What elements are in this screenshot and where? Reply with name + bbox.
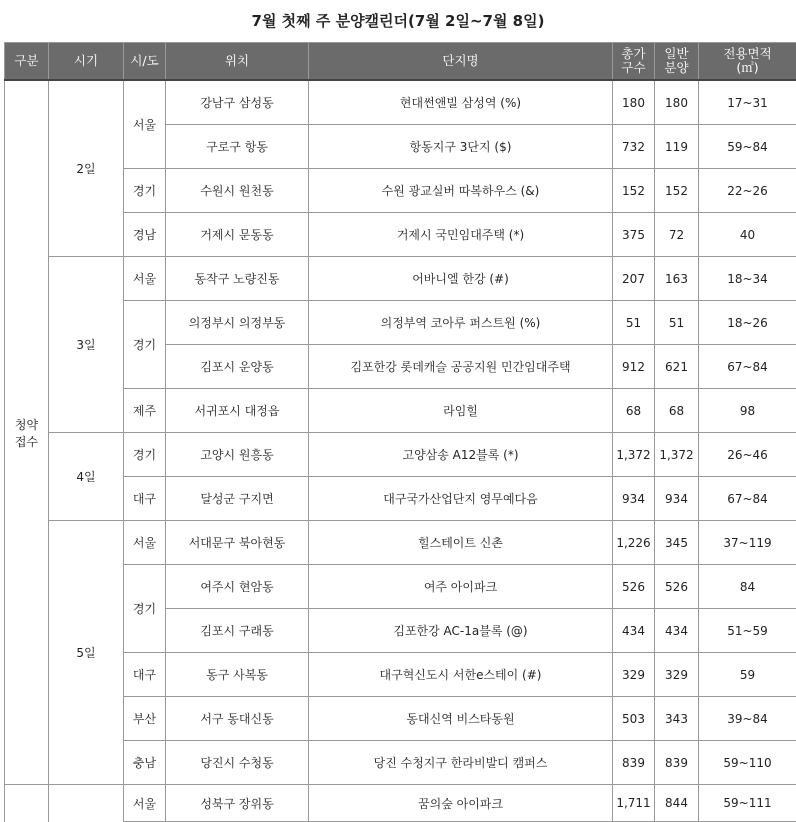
total-cell: 912 — [613, 345, 655, 389]
complex-cell: 대구국가산업단지 영무예다음 — [309, 477, 613, 521]
general-cell: 163 — [655, 257, 699, 301]
table-row — [5, 301, 796, 345]
table-row — [5, 213, 796, 257]
total-cell: 839 — [613, 741, 655, 785]
col-header-area: 전용면적 (㎡) — [699, 43, 796, 81]
complex-cell: 고양삼송 A12블록 (*) — [309, 433, 613, 477]
general-cell: 72 — [655, 213, 699, 257]
total-cell: 51 — [613, 301, 655, 345]
area-cell: 18~26 — [699, 301, 796, 345]
location-cell: 동작구 노량진동 — [166, 257, 309, 301]
table-row — [5, 257, 796, 301]
region-cell: 충남 — [124, 741, 166, 785]
general-cell: 526 — [655, 565, 699, 609]
general-cell: 844 — [655, 785, 699, 822]
general-cell: 1,372 — [655, 433, 699, 477]
region-cell: 경남 — [124, 213, 166, 257]
total-cell: 526 — [613, 565, 655, 609]
general-cell: 621 — [655, 345, 699, 389]
area-cell: 39~84 — [699, 697, 796, 741]
general-cell: 68 — [655, 389, 699, 433]
region-cell: 서울 — [124, 785, 166, 822]
table-row — [5, 565, 796, 609]
location-cell: 강남구 삼성동 — [166, 80, 309, 125]
day-cell — [49, 785, 124, 822]
area-cell: 98 — [699, 389, 796, 433]
total-cell: 434 — [613, 609, 655, 653]
col-header-sigi: 시기 — [49, 43, 124, 81]
general-cell: 51 — [655, 301, 699, 345]
table-row — [5, 433, 796, 477]
general-cell: 180 — [655, 80, 699, 125]
total-cell: 152 — [613, 169, 655, 213]
complex-cell: 라임힐 — [309, 389, 613, 433]
day-cell: 5일 — [49, 521, 124, 785]
day-cell: 4일 — [49, 433, 124, 521]
location-cell: 의정부시 의정부동 — [166, 301, 309, 345]
complex-cell: 꿈의숲 아이파크 — [309, 785, 613, 822]
area-cell: 59~111 — [699, 785, 796, 822]
general-cell: 434 — [655, 609, 699, 653]
area-cell: 40 — [699, 213, 796, 257]
total-cell: 180 — [613, 80, 655, 125]
location-cell: 달성군 구지면 — [166, 477, 309, 521]
complex-cell: 당진 수청지구 한라비발디 캠퍼스 — [309, 741, 613, 785]
location-cell: 고양시 원흥동 — [166, 433, 309, 477]
area-cell: 51~59 — [699, 609, 796, 653]
location-cell: 서대문구 북아현동 — [166, 521, 309, 565]
table-row — [5, 653, 796, 697]
general-cell: 934 — [655, 477, 699, 521]
area-cell: 18~34 — [699, 257, 796, 301]
general-cell: 329 — [655, 653, 699, 697]
table-row — [5, 785, 796, 822]
table-row — [5, 741, 796, 785]
table-row — [5, 697, 796, 741]
region-cell: 대구 — [124, 477, 166, 521]
general-cell: 119 — [655, 125, 699, 169]
location-cell: 김포시 구래동 — [166, 609, 309, 653]
location-cell: 거제시 문동동 — [166, 213, 309, 257]
region-cell: 경기 — [124, 565, 166, 653]
table-row — [5, 477, 796, 521]
complex-cell: 의정부역 코아루 퍼스트원 (%) — [309, 301, 613, 345]
page-title: 7월 첫째 주 분양캘린더(7월 2일~7월 8일) — [0, 10, 796, 31]
day-cell: 2일 — [49, 80, 124, 257]
general-cell: 152 — [655, 169, 699, 213]
location-cell: 구로구 항동 — [166, 125, 309, 169]
day-cell: 3일 — [49, 257, 124, 433]
total-cell: 1,226 — [613, 521, 655, 565]
table-row — [5, 80, 796, 125]
area-cell: 26~46 — [699, 433, 796, 477]
general-cell: 343 — [655, 697, 699, 741]
area-cell: 59~84 — [699, 125, 796, 169]
total-cell: 329 — [613, 653, 655, 697]
general-cell: 345 — [655, 521, 699, 565]
col-header-location: 위치 — [166, 43, 309, 81]
gubun-cell: 청약 접수 — [5, 80, 49, 785]
table-row — [5, 169, 796, 213]
complex-cell: 동대신역 비스타동원 — [309, 697, 613, 741]
region-cell: 제주 — [124, 389, 166, 433]
col-header-complex: 단지명 — [309, 43, 613, 81]
col-header-sido: 시/도 — [124, 43, 166, 81]
col-header-general: 일반 분양 — [655, 43, 699, 81]
complex-cell: 현대썬앤빌 삼성역 (%) — [309, 80, 613, 125]
location-cell: 김포시 운양동 — [166, 345, 309, 389]
gubun-cell — [5, 785, 49, 822]
region-cell: 대구 — [124, 653, 166, 697]
total-cell: 68 — [613, 389, 655, 433]
region-cell: 경기 — [124, 301, 166, 389]
table-row — [5, 521, 796, 565]
total-cell: 934 — [613, 477, 655, 521]
location-cell: 성북구 장위동 — [166, 785, 309, 822]
total-cell: 503 — [613, 697, 655, 741]
region-cell: 서울 — [124, 80, 166, 169]
location-cell: 당진시 수청동 — [166, 741, 309, 785]
area-cell: 84 — [699, 565, 796, 609]
location-cell: 수원시 원천동 — [166, 169, 309, 213]
col-header-total: 총가 구수 — [613, 43, 655, 81]
region-cell: 서울 — [124, 521, 166, 565]
area-cell: 59 — [699, 653, 796, 697]
region-cell: 서울 — [124, 257, 166, 301]
location-cell: 서귀포시 대정읍 — [166, 389, 309, 433]
area-cell: 67~84 — [699, 345, 796, 389]
complex-cell: 대구혁신도시 서한e스테이 (#) — [309, 653, 613, 697]
table-row — [5, 389, 796, 433]
complex-cell: 항동지구 3단지 ($) — [309, 125, 613, 169]
location-cell: 여주시 현암동 — [166, 565, 309, 609]
calendar-table — [4, 42, 796, 822]
total-cell: 375 — [613, 213, 655, 257]
complex-cell: 수원 광교실버 따복하우스 (&) — [309, 169, 613, 213]
complex-cell: 여주 아이파크 — [309, 565, 613, 609]
location-cell: 서구 동대신동 — [166, 697, 309, 741]
area-cell: 37~119 — [699, 521, 796, 565]
area-cell: 67~84 — [699, 477, 796, 521]
location-cell: 동구 사복동 — [166, 653, 309, 697]
total-cell: 732 — [613, 125, 655, 169]
area-cell: 17~31 — [699, 80, 796, 125]
region-cell: 경기 — [124, 169, 166, 213]
col-header-gubun: 구분 — [5, 43, 49, 81]
region-cell: 경기 — [124, 433, 166, 477]
total-cell: 207 — [613, 257, 655, 301]
total-cell: 1,711 — [613, 785, 655, 822]
complex-cell: 김포한강 롯데캐슬 공공지원 민간임대주택 — [309, 345, 613, 389]
complex-cell: 김포한강 AC-1a블록 (@) — [309, 609, 613, 653]
general-cell: 839 — [655, 741, 699, 785]
complex-cell: 힐스테이트 신촌 — [309, 521, 613, 565]
total-cell: 1,372 — [613, 433, 655, 477]
area-cell: 22~26 — [699, 169, 796, 213]
header-row — [5, 43, 796, 81]
area-cell: 59~110 — [699, 741, 796, 785]
region-cell: 부산 — [124, 697, 166, 741]
complex-cell: 거제시 국민임대주택 (*) — [309, 213, 613, 257]
complex-cell: 어바니엘 한강 (#) — [309, 257, 613, 301]
